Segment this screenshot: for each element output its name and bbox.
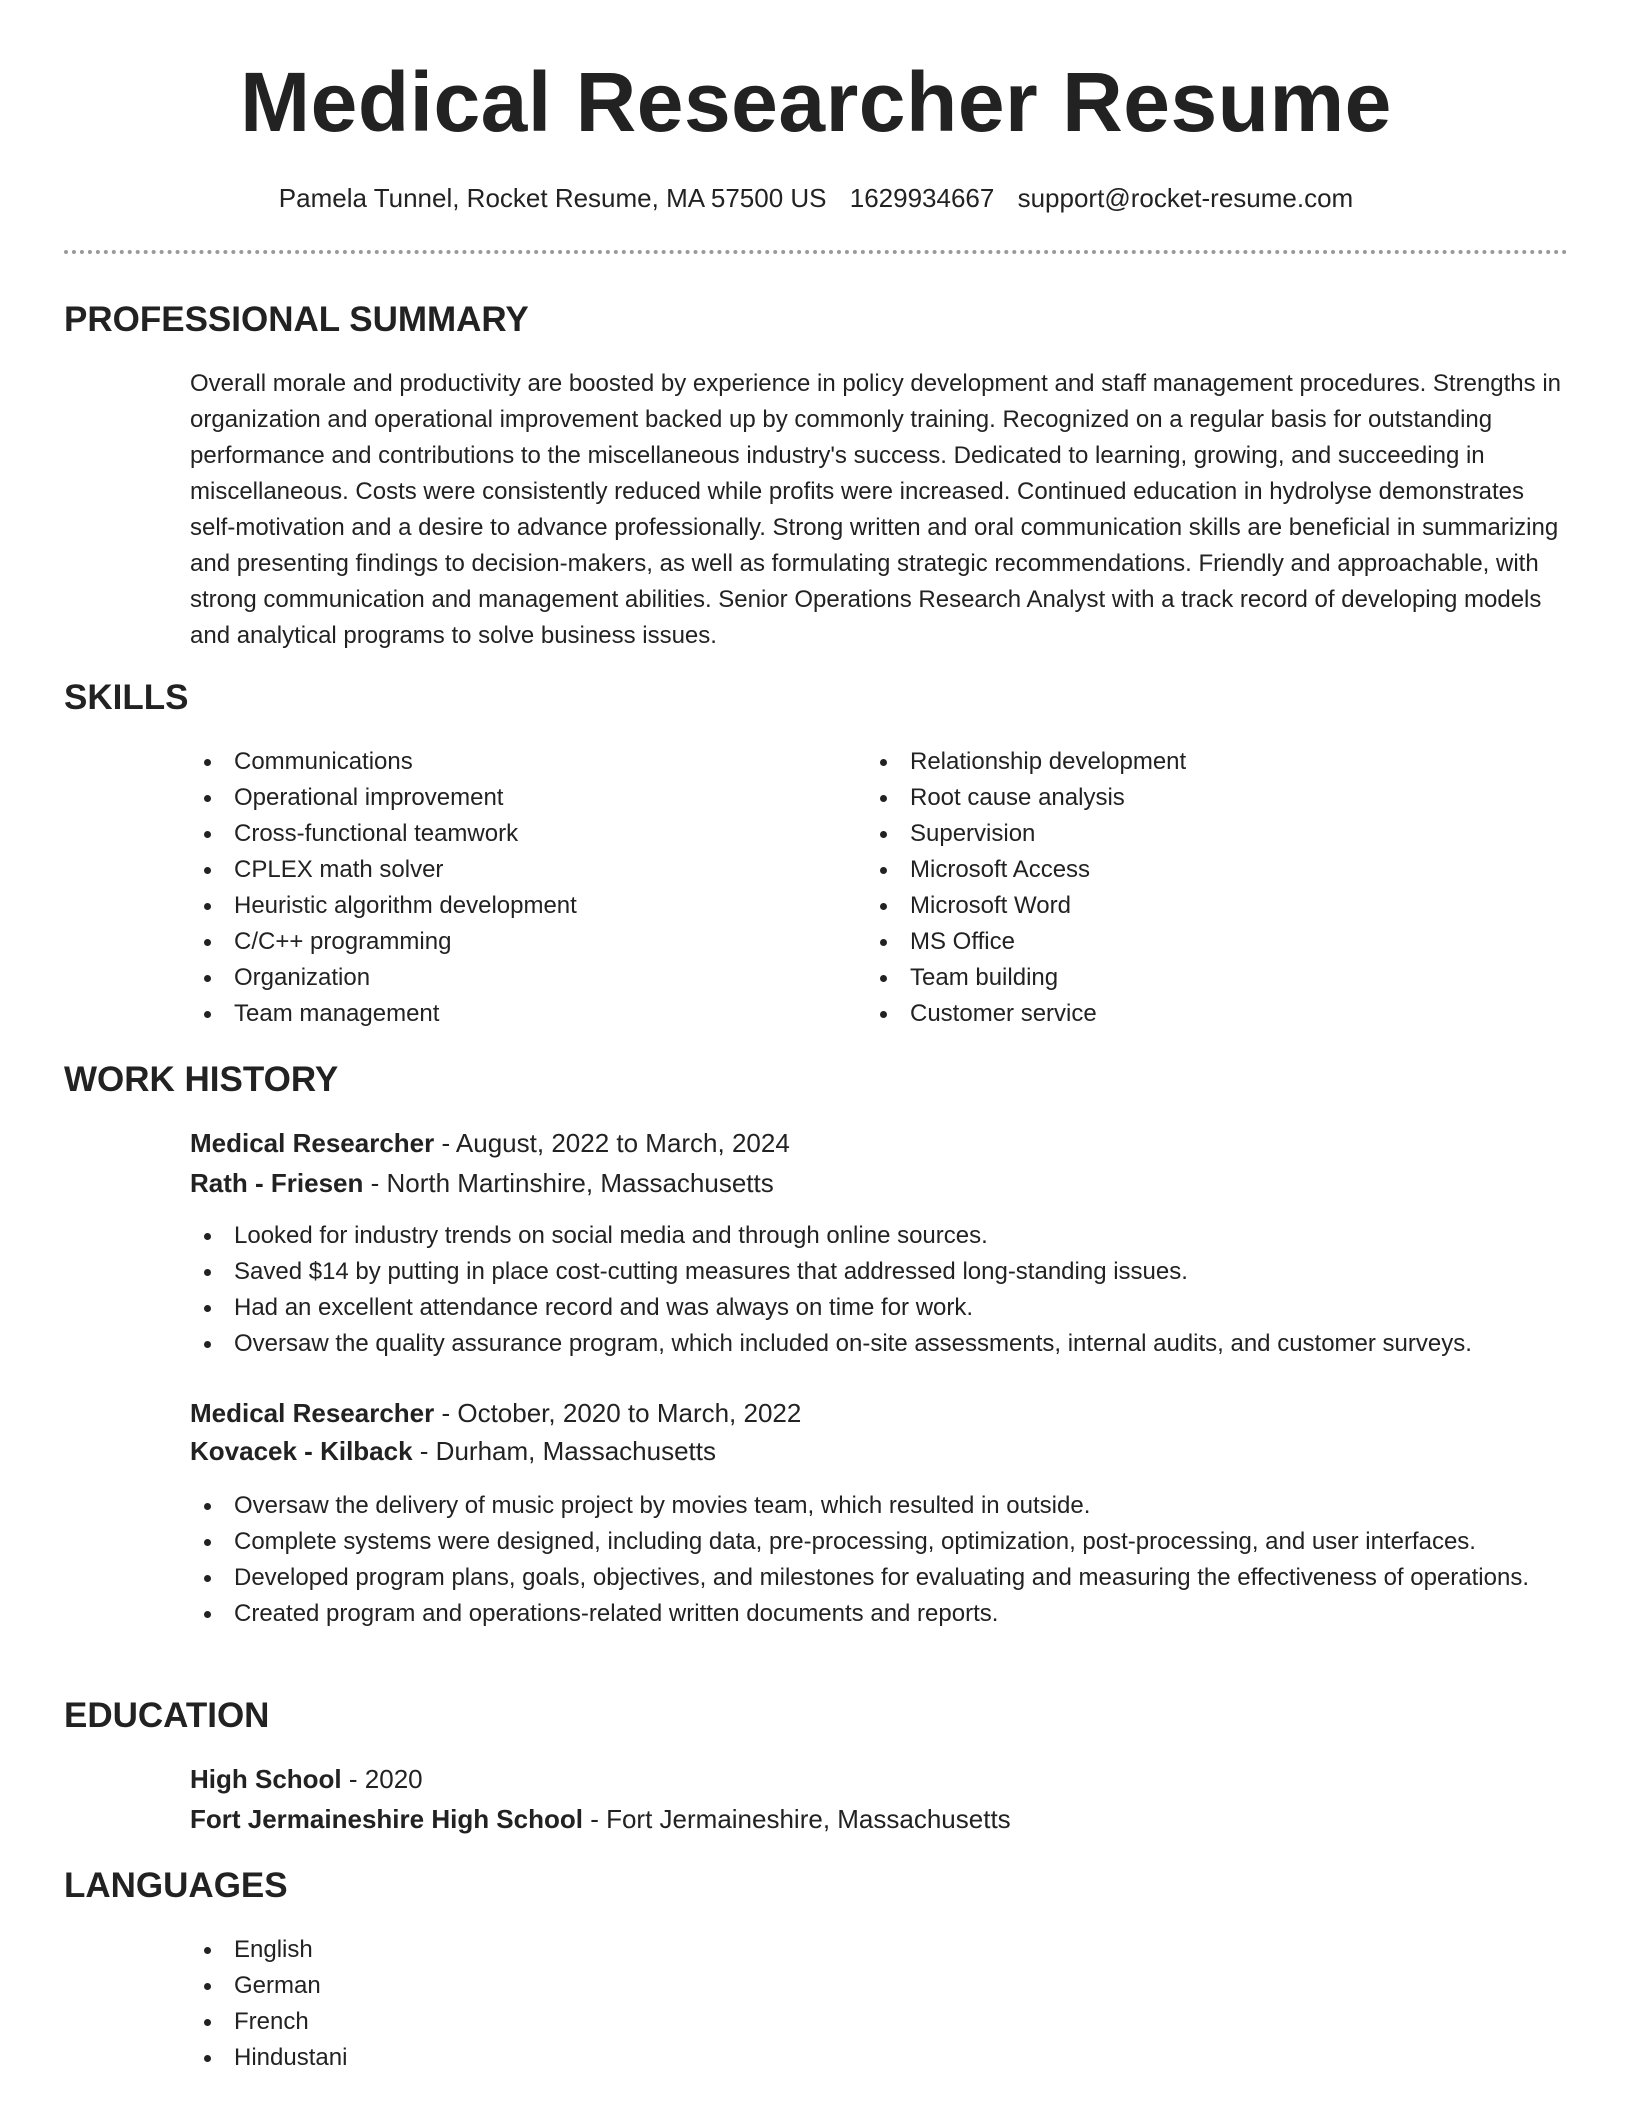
languages-list <box>190 1932 830 2076</box>
skill-item: Microsoft Word <box>866 888 1506 924</box>
skill-item: Microsoft Access <box>866 852 1506 888</box>
skill-item: CPLEX math solver <box>190 852 830 888</box>
job-location: - North Martinshire, Massachusetts <box>363 1168 774 1198</box>
skill-item: C/C++ programming <box>190 924 830 960</box>
job-title: Medical Researcher <box>190 1398 435 1428</box>
job-title-line <box>190 1124 790 1162</box>
skill-item: Team management <box>190 996 830 1032</box>
job-bullet: Developed program plans, goals, objectives, and milestones for evaluating and measuring the effectiveness of operations. <box>190 1560 1570 1596</box>
contact-phone: 1629934667 <box>849 183 995 213</box>
job-company-line <box>190 1164 774 1202</box>
skills-list-left <box>190 744 830 1032</box>
skill-item: Cross-functional teamwork <box>190 816 830 852</box>
skill-item: Communications <box>190 744 830 780</box>
education-school-line <box>190 1800 1011 1838</box>
education-location: - Fort Jermaineshire, Massachusetts <box>582 1804 1011 1834</box>
job-dates: - August, 2022 to March, 2024 <box>434 1128 790 1158</box>
job-bullet: Looked for industry trends on social media and through online sources. <box>190 1218 1570 1254</box>
job-location: - Durham, Massachusetts <box>412 1436 716 1466</box>
work-history-heading: WORK HISTORY <box>64 1060 339 1099</box>
language-item: English <box>190 1932 830 1968</box>
summary-heading: PROFESSIONAL SUMMARY <box>64 300 529 339</box>
skill-item: Relationship development <box>866 744 1506 780</box>
skill-item: Root cause analysis <box>866 780 1506 816</box>
skill-item: Customer service <box>866 996 1506 1032</box>
resume-title: Medical Researcher Resume <box>240 55 1392 149</box>
skill-item: MS Office <box>866 924 1506 960</box>
skill-item: Organization <box>190 960 830 996</box>
skills-list-right <box>866 744 1506 1032</box>
language-item: German <box>190 1968 830 2004</box>
job-bullets <box>190 1218 1570 1362</box>
language-item: Hindustani <box>190 2040 830 2076</box>
education-degree: High School <box>190 1764 342 1794</box>
contact-email: support@rocket-resume.com <box>1017 183 1354 213</box>
education-degree-line <box>190 1760 423 1798</box>
contact-address: Pamela Tunnel, Rocket Resume, MA 57500 US <box>278 183 827 213</box>
job-dates: - October, 2020 to March, 2022 <box>434 1398 802 1428</box>
education-year: - 2020 <box>341 1764 423 1794</box>
language-item: French <box>190 2004 830 2040</box>
education-heading: EDUCATION <box>64 1696 270 1735</box>
job-company: Kovacek - Kilback <box>190 1436 413 1466</box>
contact-line <box>0 180 1632 216</box>
job-company: Rath - Friesen <box>190 1168 364 1198</box>
job-bullet: Complete systems were designed, including data, pre-processing, optimization, post-processing, and user interfaces. <box>190 1524 1570 1560</box>
skill-item: Supervision <box>866 816 1506 852</box>
job-title-line <box>190 1394 801 1432</box>
summary-text: Overall morale and productivity are boosted by experience in policy development and staff management procedures. Strengths in organization and operational improvement backed up by commonly training. Recognized on a regular basis for outstanding performance and contributions to the miscellaneous industry's success. Dedicated to learning, growing, and succeeding in miscellaneous. Costs were consistently reduced while profits were increased. Continued education in hydrolyse demonstrates self-motivation and a desire to advance professionally. Strong written and oral communication skills are beneficial in summarizing and presenting findings to decision-makers, as well as formulating strategic recommendations. Friendly and approachable, with strong communication and management abilities. Senior Operations Research Analyst with a track record of developing models and analytical programs to solve business issues. <box>190 370 1561 649</box>
job-bullet: Oversaw the quality assurance program, which included on-site assessments, internal audits, and customer surveys. <box>190 1326 1570 1362</box>
skills-heading: SKILLS <box>64 678 189 717</box>
skill-item: Team building <box>866 960 1506 996</box>
job-bullets <box>190 1488 1570 1632</box>
job-bullet: Had an excellent attendance record and was always on time for work. <box>190 1290 1570 1326</box>
job-company-line <box>190 1432 716 1470</box>
skill-item: Operational improvement <box>190 780 830 816</box>
job-title: Medical Researcher <box>190 1128 435 1158</box>
job-bullet: Oversaw the delivery of music project by movies team, which resulted in outside. <box>190 1488 1570 1524</box>
education-school: Fort Jermaineshire High School <box>190 1804 583 1834</box>
header-divider <box>64 250 1568 254</box>
languages-heading: LANGUAGES <box>64 1866 288 1905</box>
job-bullet: Saved $14 by putting in place cost-cutting measures that addressed long-standing issues. <box>190 1254 1570 1290</box>
job-bullet: Created program and operations-related written documents and reports. <box>190 1596 1570 1632</box>
skill-item: Heuristic algorithm development <box>190 888 830 924</box>
